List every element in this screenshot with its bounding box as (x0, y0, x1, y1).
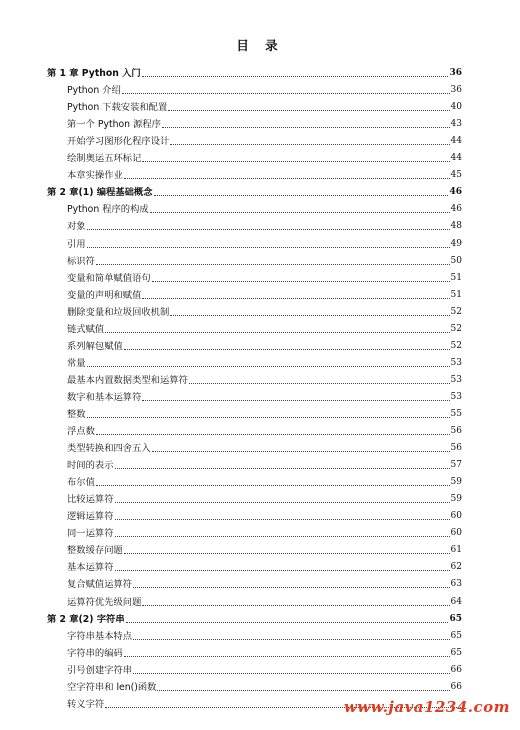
toc-entry-label: 整数 (67, 408, 86, 420)
toc-entry[interactable] (47, 352, 462, 369)
toc-entry-label: 第 1 章 Python 入门 (47, 68, 141, 80)
toc-entry-page: 53 (450, 374, 462, 385)
toc-entry-page: 36 (450, 85, 462, 96)
toc-entry[interactable] (47, 335, 462, 352)
toc-title: 目 录 (236, 38, 284, 53)
toc-list (47, 62, 462, 710)
toc-entry-label: 逻辑运算符 (67, 511, 114, 523)
toc-entry-page: 40 (450, 102, 462, 113)
toc-entry[interactable] (47, 539, 462, 556)
dot-leader (115, 519, 450, 520)
toc-entry-page: 46 (450, 204, 462, 215)
toc-entry-label: 数字和基本运算符 (67, 391, 142, 403)
toc-entry-label: 基本运算符 (67, 562, 114, 574)
toc-entry-page: 45 (450, 170, 462, 181)
toc-entry-label: 引用 (67, 238, 86, 250)
toc-entry-page: 65 (450, 647, 462, 658)
dot-leader (189, 383, 450, 384)
toc-entry-page: 53 (450, 357, 462, 368)
dot-leader (170, 315, 449, 316)
toc-entry[interactable] (47, 386, 462, 403)
toc-entry-page: 59 (450, 477, 462, 488)
toc-entry-label: 布尔值 (67, 477, 95, 489)
dot-leader (170, 144, 449, 145)
toc-entry-label: 第 2 章(2) 字符串 (47, 613, 125, 625)
toc-entry[interactable] (47, 522, 462, 539)
toc-entry[interactable] (47, 164, 462, 181)
toc-entry-label: Python 介绍 (67, 85, 121, 97)
toc-entry-page: 59 (450, 494, 462, 505)
toc-entry-label: 类型转换和四舍五入 (67, 443, 151, 455)
toc-entry-page: 66 (450, 664, 462, 675)
toc-entry[interactable] (47, 471, 462, 488)
toc-entry-label: 引号创建字符串 (67, 664, 133, 676)
toc-entry[interactable] (47, 369, 462, 386)
toc-entry-label: 本章实操作业 (67, 170, 123, 182)
dot-leader (115, 468, 450, 469)
toc-entry-page: 44 (450, 153, 462, 164)
dot-leader (142, 298, 449, 299)
toc-entry-label: 最基本内置数据类型和运算符 (67, 374, 188, 386)
toc-entry-label: 常量 (67, 357, 86, 369)
toc-entry[interactable] (47, 284, 462, 301)
toc-entry[interactable] (47, 79, 462, 96)
toc-entry-label: 变量的声明和赋值 (67, 289, 142, 301)
toc-entry-page: 64 (450, 596, 462, 607)
toc-entry-label: 链式赋值 (67, 323, 105, 335)
dot-leader (133, 587, 449, 588)
dot-leader (142, 161, 449, 162)
toc-entry-page: 56 (450, 426, 462, 437)
toc-entry-label: 开始学习图形化程序设计 (67, 136, 170, 148)
toc-entry-page: 53 (450, 391, 462, 402)
toc-entry[interactable] (47, 147, 462, 164)
toc-entry-label: 浮点数 (67, 426, 95, 438)
toc-entry-page: 46 (449, 187, 462, 198)
toc-entry-page: 52 (450, 340, 462, 351)
dot-leader (122, 93, 450, 94)
toc-entry[interactable] (47, 250, 462, 267)
toc-entry[interactable] (47, 318, 462, 335)
toc-entry-label: 字符串基本特点 (67, 630, 133, 642)
toc-entry[interactable] (47, 130, 462, 147)
toc-entry[interactable] (47, 454, 462, 471)
toc-entry[interactable] (47, 676, 462, 693)
toc-entry-label: 同一运算符 (67, 528, 114, 540)
toc-chapter-entry[interactable] (47, 62, 462, 79)
dot-leader (157, 690, 449, 691)
toc-entry[interactable] (47, 113, 462, 130)
toc-entry-label: 第一个 Python 源程序 (67, 119, 161, 131)
dot-leader (133, 673, 449, 674)
toc-entry[interactable] (47, 267, 462, 284)
toc-entry[interactable] (47, 198, 462, 215)
toc-entry-label: 整数缓存问题 (67, 545, 123, 557)
dot-leader (87, 247, 450, 248)
toc-entry-label: 空字符串和 len()函数 (67, 681, 157, 693)
toc-entry-label: 第 2 章(1) 编程基础概念 (47, 187, 153, 199)
toc-entry[interactable] (47, 590, 462, 607)
toc-entry[interactable] (47, 96, 462, 113)
toc-entry-label: 标识符 (67, 255, 95, 267)
toc-entry[interactable] (47, 215, 462, 232)
toc-entry-page: 36 (449, 68, 462, 79)
toc-entry[interactable] (47, 301, 462, 318)
toc-entry-page: 56 (450, 443, 462, 454)
dot-leader (115, 536, 450, 537)
toc-entry-page: 51 (450, 272, 462, 283)
toc-entry[interactable] (47, 488, 462, 505)
toc-entry-page: 55 (450, 408, 462, 419)
toc-entry-label: 字符串的编码 (67, 647, 123, 659)
dot-leader (168, 110, 449, 111)
toc-entry-page: 62 (450, 562, 462, 573)
dot-leader (124, 553, 450, 554)
dot-leader (87, 229, 450, 230)
dot-leader (87, 366, 450, 367)
toc-entry-label: 转义字符 (67, 698, 105, 710)
dot-leader (124, 349, 450, 350)
toc-entry[interactable] (47, 659, 462, 676)
toc-entry-page: 43 (450, 119, 462, 130)
dot-leader (96, 434, 450, 435)
toc-entry-label: 系列解包赋值 (67, 340, 123, 352)
toc-entry-label: 变量和简单赋值语句 (67, 272, 151, 284)
toc-entry[interactable] (47, 437, 462, 454)
toc-entry[interactable] (47, 625, 462, 642)
dot-leader (152, 281, 450, 282)
toc-entry-page: 57 (450, 460, 462, 471)
toc-entry[interactable] (47, 403, 462, 420)
dot-leader (96, 264, 450, 265)
toc-chapter-entry[interactable] (47, 608, 462, 625)
dot-leader (96, 485, 450, 486)
dot-leader (87, 417, 450, 418)
toc-entry-page: 63 (450, 579, 462, 590)
toc-entry-label: 对象 (67, 221, 86, 233)
dot-leader (142, 400, 449, 401)
toc-entry[interactable] (47, 420, 462, 437)
toc-entry-page: 61 (450, 545, 462, 556)
toc-entry-label: Python 下载安装和配置 (67, 102, 168, 114)
toc-entry-label: 运算符优先级问题 (67, 596, 142, 608)
dot-leader (124, 178, 450, 179)
dot-leader (126, 622, 449, 623)
dot-leader (105, 332, 449, 333)
dot-leader (133, 639, 449, 640)
toc-entry-page: 49 (450, 238, 462, 249)
dot-leader (115, 502, 450, 503)
dot-leader (162, 127, 450, 128)
toc-entry[interactable] (47, 573, 462, 590)
toc-entry-page: 65 (450, 630, 462, 641)
toc-entry-label: 复合赋值运算符 (67, 579, 133, 591)
dot-leader (115, 570, 450, 571)
toc-entry-page: 60 (450, 528, 462, 539)
toc-entry[interactable] (47, 556, 462, 573)
toc-entry-page: 65 (449, 613, 462, 624)
toc-entry-page: 52 (450, 323, 462, 334)
dot-leader (124, 656, 450, 657)
dot-leader (142, 605, 449, 606)
toc-entry-page: 48 (450, 221, 462, 232)
dot-leader (152, 451, 450, 452)
toc-entry-label: 绘制奥运五环标记 (67, 153, 142, 165)
toc-entry-label: 比较运算符 (67, 494, 114, 506)
watermark: www.java1234.com (343, 698, 510, 716)
toc-entry[interactable] (47, 505, 462, 522)
toc-entry-page: 51 (450, 289, 462, 300)
toc-entry-label: 删除变量和垃圾回收机制 (67, 306, 170, 318)
toc-entry-label: Python 程序的构成 (67, 204, 149, 216)
toc-entry-page: 66 (450, 681, 462, 692)
toc-entry-page: 44 (450, 136, 462, 147)
toc-entry[interactable] (47, 642, 462, 659)
dot-leader (154, 195, 449, 196)
dot-leader (142, 76, 449, 77)
toc-chapter-entry[interactable] (47, 181, 462, 198)
toc-entry-page: 52 (450, 306, 462, 317)
dot-leader (150, 212, 450, 213)
toc-entry-page: 60 (450, 511, 462, 522)
toc-entry[interactable] (47, 232, 462, 249)
toc-entry-page: 50 (450, 255, 462, 266)
toc-entry-label: 时间的表示 (67, 460, 114, 472)
